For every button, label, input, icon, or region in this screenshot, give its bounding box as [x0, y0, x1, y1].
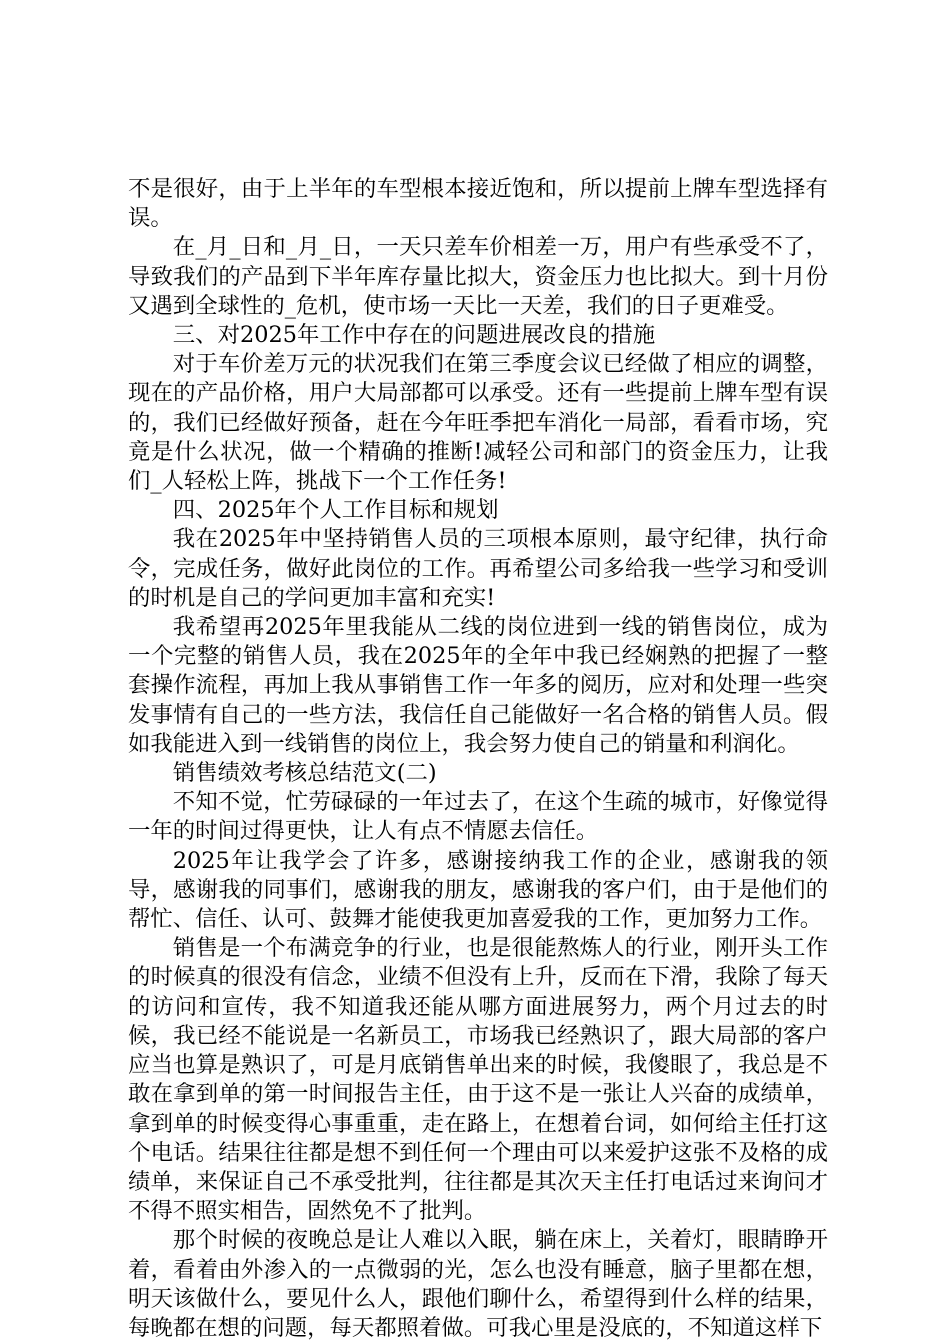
section-heading: 四、2025年个人工作目标和规划 [172, 497, 499, 524]
document-page [128, 175, 828, 1343]
paragraph: 不是很好，由于上半年的车型根本接近饱和，所以提前上牌车型选择有误。 [128, 176, 828, 232]
section-heading: 三、对2025年工作中存在的问题进展改良的措施 [172, 322, 656, 349]
paragraph: 我希望再2025年里我能从二线的岗位进到一线的销售岗位，成为一个完整的销售人员，我在2025年的全年中我已经娴熟的把握了一整套操作流程，再加上我从事销售工作一年多的阅历，应对和处理一些突发事情有自己的一些方法，我信任自己能做好一名合格的销售人员。假如我能进入到一线销售的岗位上，我会努力使自己的销量和利润化。 [128, 614, 828, 757]
section-heading: 销售绩效考核总结范文(二) [172, 760, 437, 787]
paragraph: 不知不觉，忙劳碌碌的一年过去了，在这个生疏的城市，好像觉得一年的时间过得更快，让人有点不情愿去信任。 [128, 789, 828, 845]
paragraph: 销售是一个布满竞争的行业，也是很能熬炼人的行业，刚开头工作的时候真的很没有信念，业绩不但没有上升，反而在下滑，我除了每天的访问和宣传，我不知道我还能从哪方面进展努力，两个月过去的时候，我已经不能说是一名新员工，市场我已经熟识了，跟大局部的客户应当也算是熟识了，可是月底销售单出来的时候，我傻眼了，我总是不敢在拿到单的第一时间报告主任，由于这不是一张让人兴奋的成绩单，拿到单的时候变得心事重重，走在路上，在想着台词，如何给主任打这个电话。结果往往都是想不到任何一个理由可以来爱护这张不及格的成绩单，来保证自己不承受批判，往往都是其次天主任打电话过来询问才不得不照实相告，固然免不了批判。 [128, 935, 828, 1225]
paragraph: 那个时候的夜晚总是让人难以入眠，躺在床上，关着灯，眼睛睁开着，看着由外渗入的一点微弱的光，怎么也没有睡意，脑子里都在想，明天该做什么，要见什么人，跟他们聊什么，希望得到什么样的结果，每晚都在想的问题，每天都照着做。可我心里是没底的，不知道这样下 [128, 1227, 828, 1341]
paragraph: 对于车价差万元的状况我们在第三季度会议已经做了相应的调整，现在的产品价格，用户大局部都可以承受。还有一些提前上牌车型有误的，我们已经做好预备，赶在今年旺季把车消化一局部，看看市场，究竟是什么状况，做一个精确的推断!减轻公司和部门的资金压力，让我们_人轻松上阵，挑战下一个工作任务! [128, 351, 828, 495]
paragraph: 我在2025年中坚持销售人员的三项根本原则，最守纪律，执行命令，完成任务，做好此岗位的工作。再希望公司多给我一些学习和受训的时机是自己的学问更加丰富和充实! [128, 526, 828, 611]
paragraph: 在_月_日和_月_日，一天只差车价相差一万，用户有些承受不了，导致我们的产品到下半年库存量比拟大，资金压力也比拟大。到十月份又遇到全球性的_危机，使市场一天比一天差，我们的日子更难受。 [128, 234, 828, 319]
paragraph: 2025年让我学会了许多，感谢接纳我工作的企业，感谢我的领导，感谢我的同事们，感谢我的朋友，感谢我的客户们，由于是他们的帮忙、信任、认可、鼓舞才能使我更加喜爱我的工作，更加努力工作。 [128, 847, 828, 933]
